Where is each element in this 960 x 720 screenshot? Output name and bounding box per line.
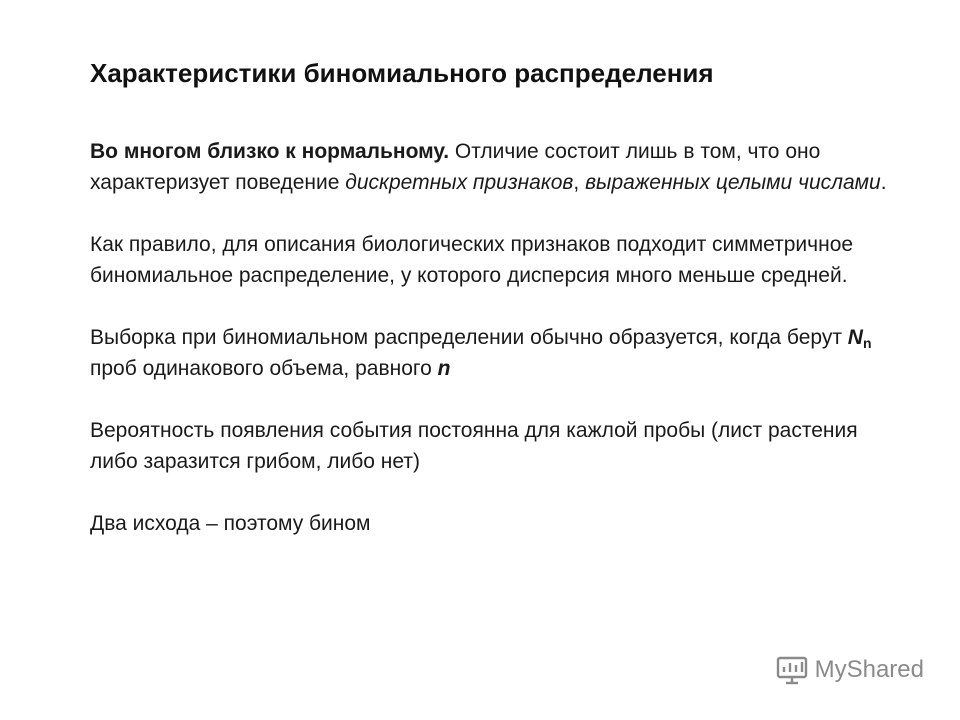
p3-text-a: Выборка при биномиальном распределении обычно образуется, когда берут xyxy=(90,326,848,349)
var-N: N xyxy=(847,326,863,349)
paragraph-2: Как правило, для описания биологических признаков подходит симметричное биномиальное распределение, у которого дисперсия много меньше средней. xyxy=(90,233,854,287)
p3-text-b: проб одинакового объема, равного xyxy=(90,357,438,380)
bold-lead: Во многом близко к нормальному. xyxy=(90,140,450,163)
slide-body xyxy=(90,136,910,539)
presentation-board-icon xyxy=(775,655,809,685)
watermark-text: MyShared xyxy=(814,656,924,683)
p1-text-c: . xyxy=(880,171,887,194)
p1-text-b: , xyxy=(573,171,586,194)
var-n: n xyxy=(437,357,451,380)
paragraph-3 xyxy=(90,322,910,384)
slide-title: Характеристики биномиального распределения xyxy=(90,58,714,88)
paragraph-5: Два исхода – поэтому бином xyxy=(90,512,371,535)
paragraph-1 xyxy=(90,136,910,198)
var-N-subscript: n xyxy=(862,335,872,351)
p1-italic-a: дискретных признаков xyxy=(345,171,574,194)
paragraph-4: Вероятность появления события постоянна для кажлой пробы (лист растения либо заразится грибом, либо нет) xyxy=(90,419,858,473)
p1-italic-b: выраженных целыми числами xyxy=(585,171,881,194)
watermark xyxy=(775,655,924,685)
p1-text-a: Отличие состоит лишь в том, что оно характеризует поведение xyxy=(90,140,821,194)
